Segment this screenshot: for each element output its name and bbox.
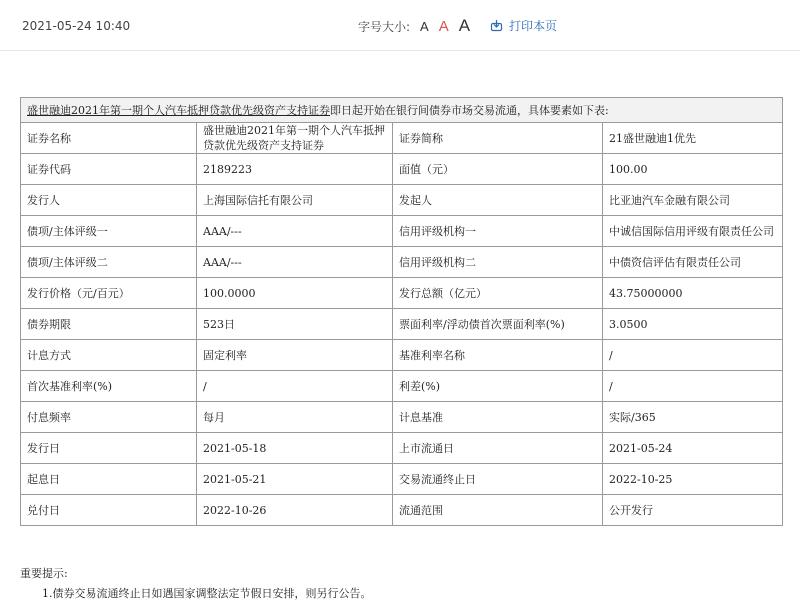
field-label-2: 流通范围 bbox=[393, 495, 603, 526]
table-row bbox=[21, 495, 783, 526]
table-row bbox=[21, 123, 783, 154]
table-row bbox=[21, 185, 783, 216]
field-label-1: 证券代码 bbox=[21, 154, 197, 185]
field-value-2: 中诚信国际信用评级有限责任公司 bbox=[603, 216, 783, 247]
publish-date: 2021-05-24 10:40 bbox=[22, 19, 131, 33]
intro-cell bbox=[21, 98, 783, 123]
print-button[interactable] bbox=[490, 17, 557, 34]
table-row bbox=[21, 154, 783, 185]
field-value-1: 100.0000 bbox=[197, 278, 393, 309]
field-label-1: 证券名称 bbox=[21, 123, 197, 154]
field-value-2: / bbox=[603, 340, 783, 371]
field-value-2: 3.0500 bbox=[603, 309, 783, 340]
field-label-2: 信用评级机构二 bbox=[393, 247, 603, 278]
field-label-2: 计息基准 bbox=[393, 402, 603, 433]
field-value-1: / bbox=[197, 371, 393, 402]
intro-text: 即日起开始在银行间债券市场交易流通，具体要素如下表: bbox=[330, 103, 609, 117]
field-value-1: 2022-10-26 bbox=[197, 495, 393, 526]
top-toolbar bbox=[0, 0, 800, 51]
field-value-1: AAA/--- bbox=[197, 216, 393, 247]
table-row bbox=[21, 464, 783, 495]
notes-title: 重要提示: bbox=[20, 567, 68, 580]
field-value-2: 100.00 bbox=[603, 154, 783, 185]
field-value-1: 2189223 bbox=[197, 154, 393, 185]
table-row bbox=[21, 433, 783, 464]
field-label-1: 发行日 bbox=[21, 433, 197, 464]
field-label-1: 起息日 bbox=[21, 464, 197, 495]
field-value-1: 每月 bbox=[197, 402, 393, 433]
field-value-1: 523日 bbox=[197, 309, 393, 340]
field-value-1: 2021-05-21 bbox=[197, 464, 393, 495]
field-value-1: AAA/--- bbox=[197, 247, 393, 278]
field-label-1: 兑付日 bbox=[21, 495, 197, 526]
field-label-2: 利差(%) bbox=[393, 371, 603, 402]
table-row bbox=[21, 340, 783, 371]
print-label: 打印本页 bbox=[509, 19, 558, 33]
field-label-2: 基准利率名称 bbox=[393, 340, 603, 371]
field-label-1: 发行价格（元/百元） bbox=[21, 278, 197, 309]
font-size-control bbox=[358, 16, 470, 36]
field-label-2: 发行总额（亿元） bbox=[393, 278, 603, 309]
font-size-large-button[interactable]: A bbox=[458, 16, 471, 35]
print-icon bbox=[490, 19, 503, 32]
field-value-2: 21盛世融迪1优先 bbox=[603, 123, 783, 154]
field-label-2: 票面利率/浮动债首次票面利率(%) bbox=[393, 309, 603, 340]
field-label-1: 债项/主体评级二 bbox=[21, 247, 197, 278]
field-value-2: 公开发行 bbox=[603, 495, 783, 526]
field-label-1: 债项/主体评级一 bbox=[21, 216, 197, 247]
table-row bbox=[21, 278, 783, 309]
field-value-2: 比亚迪汽车金融有限公司 bbox=[603, 185, 783, 216]
field-value-2: 中债资信评估有限责任公司 bbox=[603, 247, 783, 278]
bond-info-table bbox=[20, 97, 783, 526]
field-value-2: 2021-05-24 bbox=[603, 433, 783, 464]
font-size-small-button[interactable]: A bbox=[420, 18, 429, 34]
field-label-1: 首次基准利率(%) bbox=[21, 371, 197, 402]
field-label-1: 债券期限 bbox=[21, 309, 197, 340]
table-row bbox=[21, 247, 783, 278]
field-value-1: 上海国际信托有限公司 bbox=[197, 185, 393, 216]
field-label-2: 交易流通终止日 bbox=[393, 464, 603, 495]
table-row bbox=[21, 371, 783, 402]
field-label-2: 上市流通日 bbox=[393, 433, 603, 464]
table-header-row bbox=[21, 98, 783, 123]
field-label-1: 发行人 bbox=[21, 185, 197, 216]
field-label-2: 证券简称 bbox=[393, 123, 603, 154]
field-value-2: 实际/365 bbox=[603, 402, 783, 433]
table-row bbox=[21, 309, 783, 340]
table-row bbox=[21, 216, 783, 247]
field-value-2: / bbox=[603, 371, 783, 402]
field-value-2: 43.75000000 bbox=[603, 278, 783, 309]
font-size-medium-button[interactable]: A bbox=[438, 17, 449, 35]
important-notes bbox=[20, 565, 372, 600]
table-row bbox=[21, 402, 783, 433]
font-size-label: 字号大小: bbox=[358, 19, 411, 34]
field-value-1: 固定利率 bbox=[197, 340, 393, 371]
security-name-link[interactable]: 盛世融迪2021年第一期个人汽车抵押贷款优先级资产支持证券 bbox=[27, 103, 330, 117]
field-value-1: 2021-05-18 bbox=[197, 433, 393, 464]
field-label-2: 面值（元） bbox=[393, 154, 603, 185]
field-label-2: 信用评级机构一 bbox=[393, 216, 603, 247]
field-value-1: 盛世融迪2021年第一期个人汽车抵押贷款优先级资产支持证券 bbox=[197, 123, 393, 154]
field-label-2: 发起人 bbox=[393, 185, 603, 216]
field-value-2: 2022-10-25 bbox=[603, 464, 783, 495]
field-label-1: 计息方式 bbox=[21, 340, 197, 371]
note-item: 1.债券交易流通终止日如遇国家调整法定节假日安排，则另行公告。 bbox=[42, 587, 372, 600]
field-label-1: 付息频率 bbox=[21, 402, 197, 433]
